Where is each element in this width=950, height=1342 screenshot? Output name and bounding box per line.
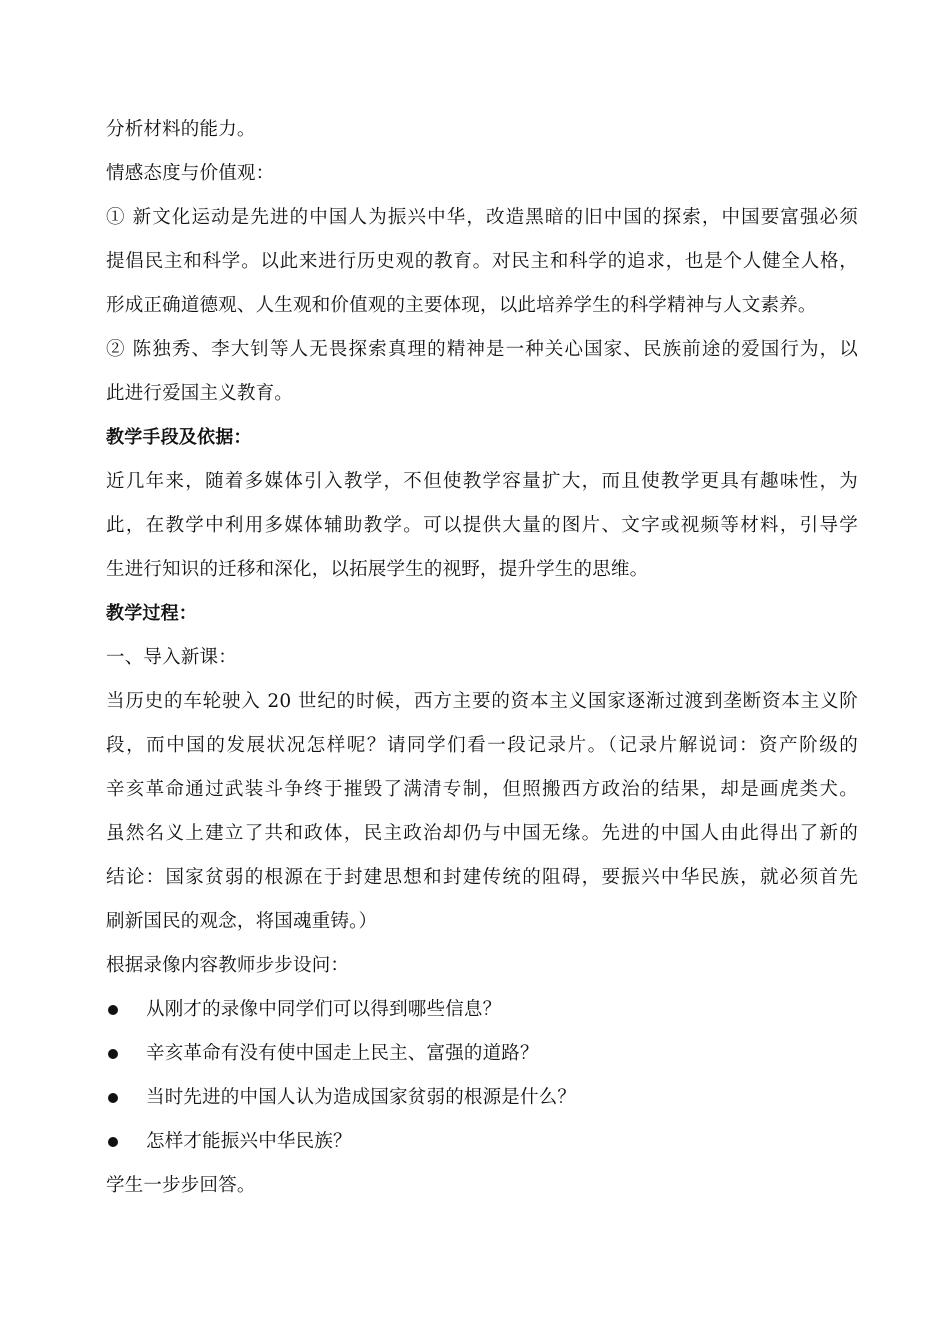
text-line: 学生一步步回答。 bbox=[106, 1175, 256, 1196]
list-item bbox=[106, 1120, 858, 1164]
text-line: 虽然名义上建立了共和政体，民主政治却仍与中国无缘。先进的中国人由此得出了新的 bbox=[106, 823, 858, 844]
text-line: 结论：国家贫弱的根源在于封建思想和封建传统的阻碍，要振兴中华民族，就必须首先 bbox=[106, 867, 858, 888]
text-line: 近几年来，随着多媒体引入教学，不但使教学容量扩大，而且使教学更具有趣味性，为 bbox=[106, 471, 858, 492]
list-item-text: 从刚才的录像中同学们可以得到哪些信息？ bbox=[146, 999, 502, 1020]
heading-teaching-process: 教学过程： bbox=[106, 603, 197, 624]
heading-teaching-means: 教学手段及依据： bbox=[106, 427, 252, 448]
section-teaching-process bbox=[106, 592, 858, 1208]
bullet-icon bbox=[108, 1093, 118, 1103]
text-line: 当历史的车轮驶入 20 世纪的时候，西方主要的资本主义国家逐渐过渡到垄断资本主义阶 bbox=[106, 691, 858, 712]
subheading-emotion-values: 情感态度与价值观： bbox=[106, 163, 275, 184]
text-line: 此进行爱国主义教育。 bbox=[106, 383, 294, 404]
text-line: 刷新国民的观念，将国魂重铸。） bbox=[106, 911, 378, 932]
text-line: 生进行知识的迁移和深化，以拓展学生的视野，提升学生的思维。 bbox=[106, 559, 649, 580]
section-objectives-tail bbox=[106, 108, 858, 416]
text-line: 段，而中国的发展状况怎样呢？请同学们看一段记录片。（记录片解说词：资产阶级的 bbox=[106, 735, 858, 756]
list-item bbox=[106, 988, 858, 1032]
list-item-text: 当时先进的中国人认为造成国家贫弱的根源是什么？ bbox=[146, 1087, 577, 1108]
bullet-icon bbox=[108, 1137, 118, 1147]
text-line: 辛亥革命通过武装斗争终于摧毁了满清专制，但照搬西方政治的结果，却是画虎类犬。 bbox=[106, 779, 858, 800]
section-teaching-means bbox=[106, 416, 858, 592]
text-line: 根据录像内容教师步步设问： bbox=[106, 955, 350, 976]
text-line: 分析材料的能力。 bbox=[106, 119, 256, 140]
text-line: 形成正确道德观、人生观和价值观的主要体现，以此培养学生的科学精神与人文素养。 bbox=[106, 295, 817, 316]
list-item-text: 怎样才能振兴中华民族？ bbox=[146, 1131, 352, 1152]
text-line: 此，在教学中利用多媒体辅助教学。可以提供大量的图片、文字或视频等材料，引导学 bbox=[106, 515, 858, 536]
subheading-intro: 一、导入新课： bbox=[106, 647, 237, 668]
list-item-text: 辛亥革命有没有使中国走上民主、富强的道路？ bbox=[146, 1043, 539, 1064]
text-line: ② 陈独秀、李大钊等人无畏探索真理的精神是一种关心国家、民族前途的爱国行为，以 bbox=[106, 339, 858, 360]
list-item bbox=[106, 1032, 858, 1076]
bullet-icon bbox=[108, 1005, 118, 1015]
bullet-icon bbox=[108, 1049, 118, 1059]
text-line: 提倡民主和科学。以此来进行历史观的教育。对民主和科学的追求，也是个人健全人格， bbox=[106, 251, 858, 272]
text-line: ① 新文化运动是先进的中国人为振兴中华，改造黑暗的旧中国的探索，中国要富强必须 bbox=[106, 207, 858, 228]
list-item bbox=[106, 1076, 858, 1120]
